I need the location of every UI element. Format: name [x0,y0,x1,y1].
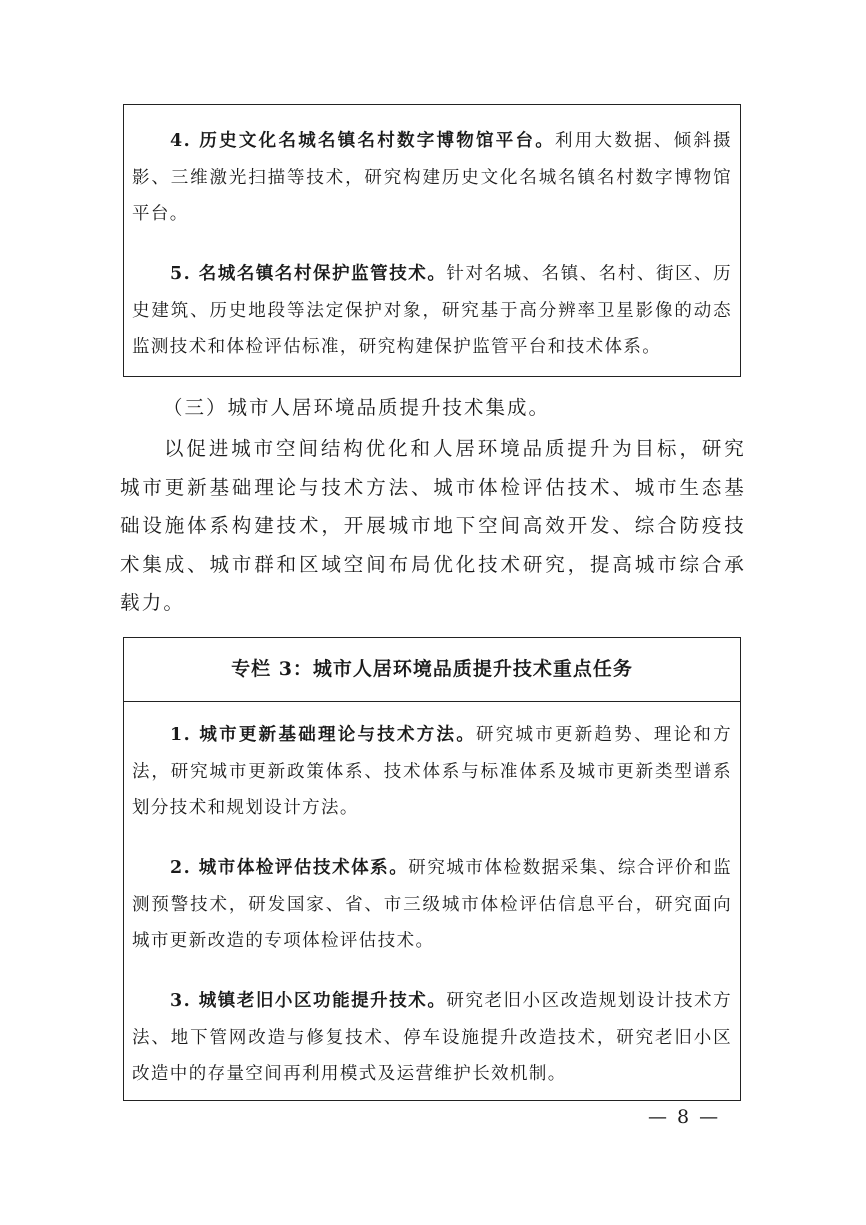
section-3-heading: （三）城市人居环境品质提升技术集成。 [163,396,551,419]
item-5-title: 5. 名城名镇名村保护监管技术。 [170,264,447,284]
item-5-paragraph [132,256,732,366]
item-2-text: 研究城市体检数据采集、综合评价和监测预警技术，研发国家、省、市三级城市体检评估信息平台，研究面向城市更新改造的专项体检评估技术。 [132,858,732,951]
section-3-paragraph: 以促进城市空间结构优化和人居环境品质提升为目标，研究城市更新基础理论与技术方法、城市体检评估技术、城市生态基础设施体系构建技术，开展城市地下空间高效开发、综合防疫技术集成、城市群和区域空间布局优化技术研究，提高城市综合承载力。 [120,437,746,614]
item-1-title: 1. 城市更新基础理论与技术方法。 [170,725,477,745]
item-1-text: 研究城市更新趋势、理论和方法，研究城市更新政策体系、技术体系与标准体系及城市更新类型谱系划分技术和规划设计方法。 [132,725,732,818]
item-4-paragraph [132,123,732,233]
item-2-paragraph [132,850,732,960]
item-1-paragraph [132,717,732,827]
special-column-box-continued [123,104,741,377]
item-3-text: 研究老旧小区改造规划设计技术方法、地下管网改造与修复技术、停车设施提升改造技术，研究老旧小区改造中的存量空间再利用模式及运营维护长效机制。 [132,991,733,1084]
page-number: — 8 — [648,1106,721,1128]
item-2-title: 2. 城市体检评估技术体系。 [170,858,409,878]
item-4-text: 利用大数据、倾斜摄影、三维激光扫描等技术，研究构建历史文化名城名镇名村数字博物馆平台。 [132,131,732,224]
item-4-title: 4. 历史文化名城名镇名村数字博物馆平台。 [170,131,556,151]
item-3-paragraph [132,983,732,1093]
item-5-text: 针对名城、名镇、名村、街区、历史建筑、历史地段等法定保护对象，研究基于高分辨率卫星影像的动态监测技术和体检评估标准，研究构建保护监管平台和技术体系。 [132,264,733,357]
item-3-title: 3. 城镇老旧小区功能提升技术。 [170,991,447,1011]
special-column-3-header: 专栏 3：城市人居环境品质提升技术重点任务 [124,638,740,702]
special-column-3-box [123,637,741,1101]
